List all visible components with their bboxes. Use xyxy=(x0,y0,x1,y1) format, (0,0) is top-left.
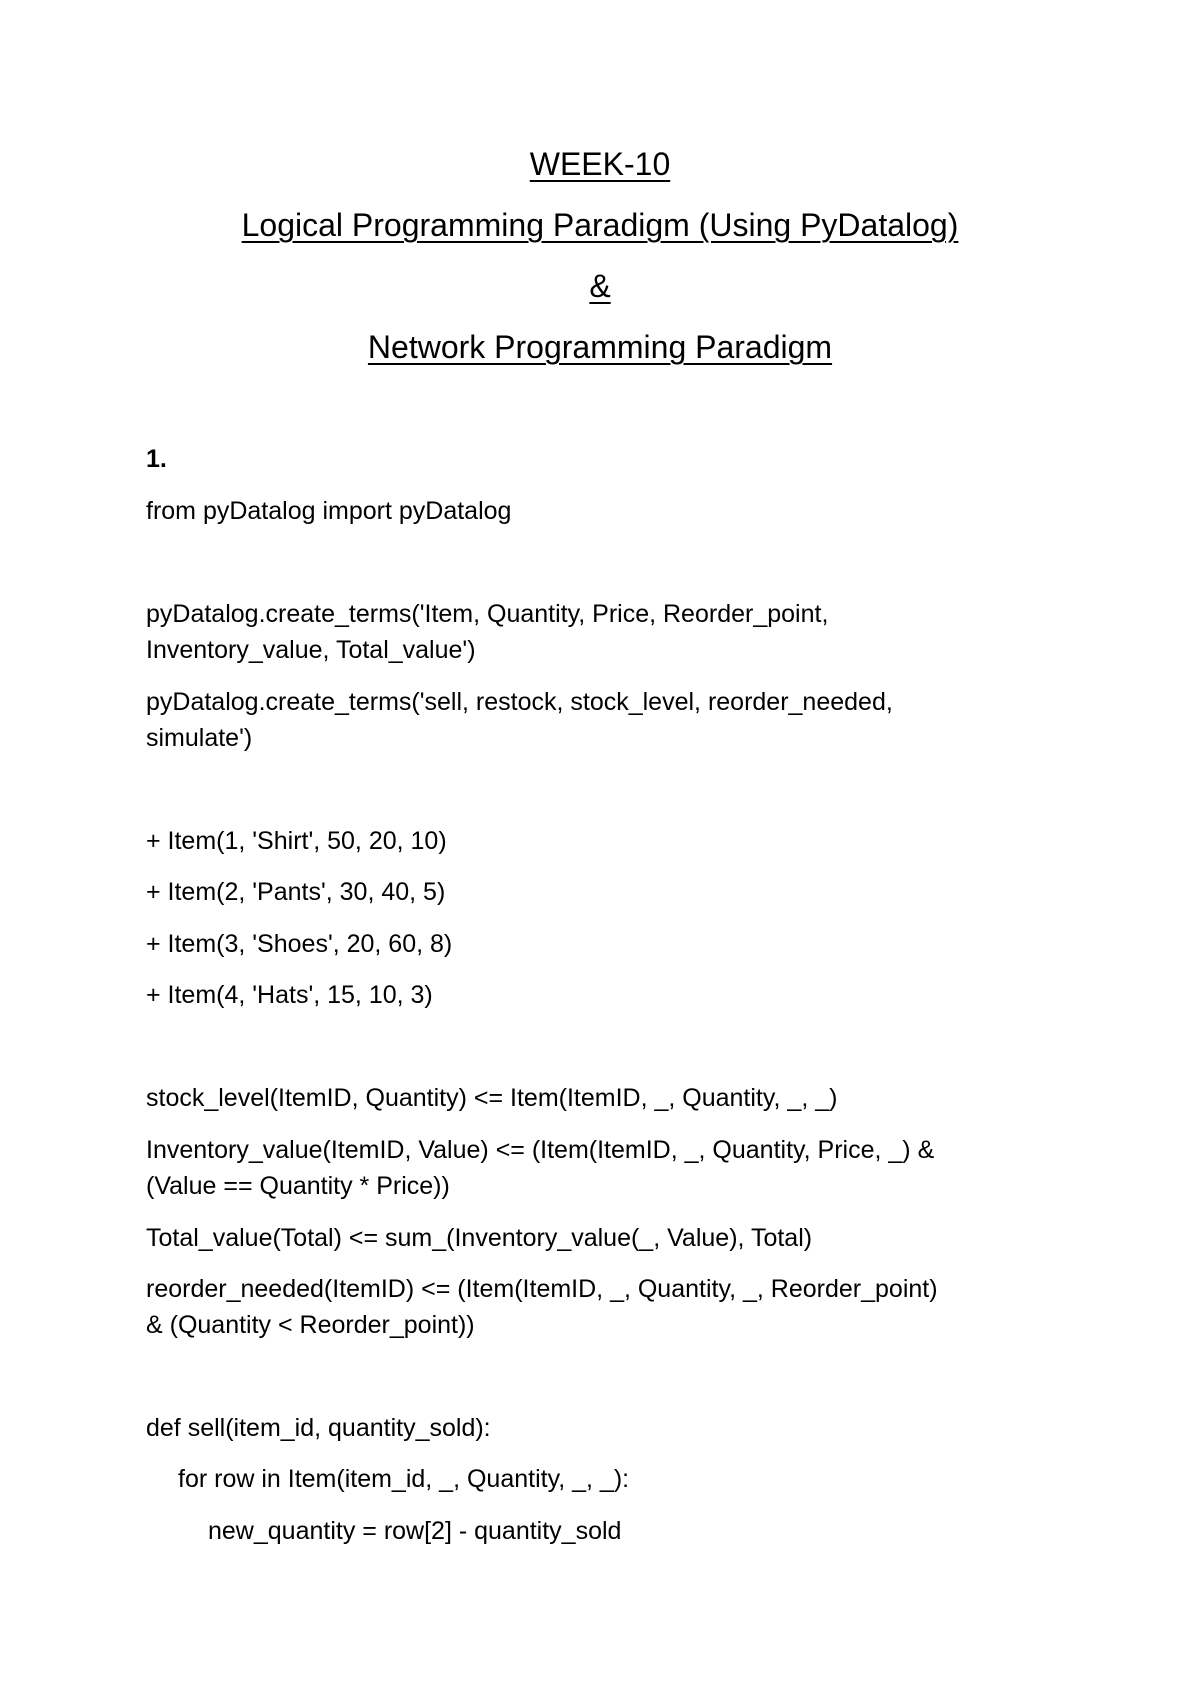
code-line-reorder-rule-a: reorder_needed(ItemID) <= (Item(ItemID, _, Quantity, _, Reorder_point) xyxy=(146,1275,938,1303)
code-line-inventory-value-rule-a: Inventory_value(ItemID, Value) <= (Item(ItemID, _, Quantity, Price, _) & xyxy=(146,1136,935,1164)
code-line-create-terms-1a: pyDatalog.create_terms('Item, Quantity, Price, Reorder_point, xyxy=(146,600,829,628)
code-line-create-terms-2b: simulate') xyxy=(146,724,253,752)
question-number: 1. xyxy=(146,445,167,473)
code-line-def-sell: def sell(item_id, quantity_sold): xyxy=(146,1414,491,1442)
code-line-create-terms-2a: pyDatalog.create_terms('sell, restock, stock_level, reorder_needed, xyxy=(146,688,893,716)
code-line-create-terms-1b: Inventory_value, Total_value') xyxy=(146,636,476,664)
network-paradigm-heading: Network Programming Paradigm xyxy=(367,329,833,365)
code-line-fact-shirt: + Item(1, 'Shirt', 50, 20, 10) xyxy=(146,827,447,855)
code-line-fact-shoes: + Item(3, 'Shoes', 20, 60, 8) xyxy=(146,930,453,958)
code-line-new-quantity: new_quantity = row[2] - quantity_sold xyxy=(208,1517,622,1545)
code-line-stock-level-rule: stock_level(ItemID, Quantity) <= Item(ItemID, _, Quantity, _, _) xyxy=(146,1084,838,1112)
code-line-for-row: for row in Item(item_id, _, Quantity, _, _): xyxy=(178,1465,630,1493)
code-line-total-value-rule: Total_value(Total) <= sum_(Inventory_value(_, Value), Total) xyxy=(146,1224,813,1252)
logical-paradigm-heading: Logical Programming Paradigm (Using PyDatalog) xyxy=(241,207,959,243)
code-line-import: from pyDatalog import pyDatalog xyxy=(146,497,512,525)
code-line-reorder-rule-b: & (Quantity < Reorder_point)) xyxy=(146,1311,475,1339)
ampersand-heading: & xyxy=(589,268,611,304)
code-line-inventory-value-rule-b: (Value == Quantity * Price)) xyxy=(146,1172,450,1200)
code-line-fact-pants: + Item(2, 'Pants', 30, 40, 5) xyxy=(146,878,446,906)
code-line-fact-hats: + Item(4, 'Hats', 15, 10, 3) xyxy=(146,981,433,1009)
week-heading: WEEK-10 xyxy=(529,146,671,182)
